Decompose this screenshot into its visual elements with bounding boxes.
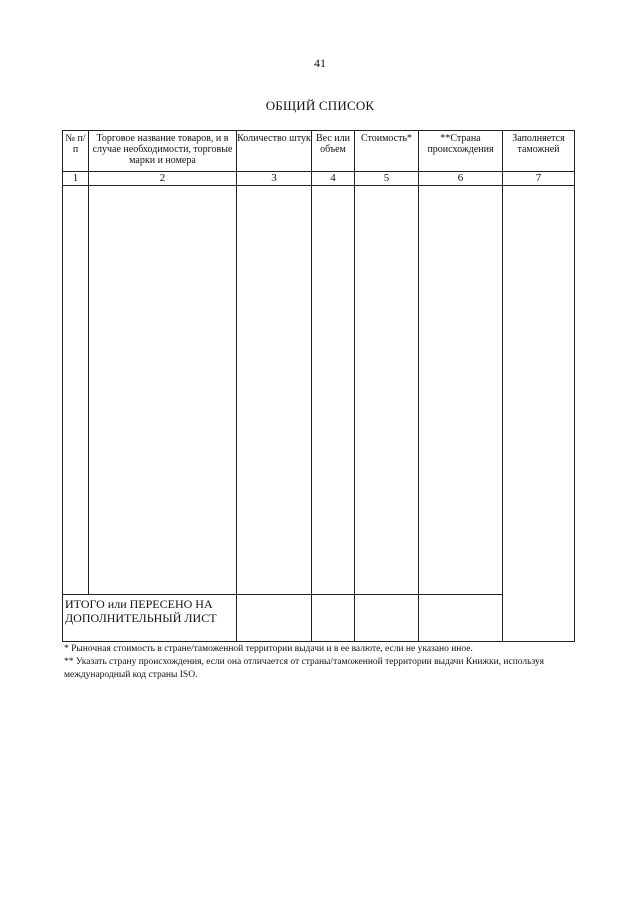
- column-number: 6: [419, 172, 503, 186]
- column-number: 3: [237, 172, 312, 186]
- entry-cell-weight-volume[interactable]: [312, 186, 355, 595]
- total-cell-value[interactable]: [355, 595, 419, 642]
- column-number-row: [63, 172, 575, 186]
- header-quantity: Количество штук: [237, 131, 312, 172]
- total-label: ИТОГО или ПЕРЕСЕНО НА ДОПОЛНИТЕЛЬНЫЙ ЛИСТ: [63, 595, 237, 642]
- column-number: 1: [63, 172, 89, 186]
- column-number: 5: [355, 172, 419, 186]
- entry-cell-trade-name[interactable]: [89, 186, 237, 595]
- page-number: 41: [314, 56, 326, 70]
- entry-cell-quantity[interactable]: [237, 186, 312, 595]
- header-customs-use: Заполняется таможней: [503, 131, 575, 172]
- footnote-value: * Рыночная стоимость в стране/таможенной территории выдачи и в ее валюте, если не указано иное.: [64, 644, 473, 654]
- total-cell-quantity[interactable]: [237, 595, 312, 642]
- total-cell-weight-volume[interactable]: [312, 595, 355, 642]
- general-list-table: [62, 130, 575, 642]
- entry-cell-number[interactable]: [63, 186, 89, 595]
- column-number: 4: [312, 172, 355, 186]
- header-trade-name: Торговое название товаров, и в случае необходимости, торговые марки и номера: [89, 131, 237, 172]
- footnote-country: ** Указать страну происхождения, если она отличается от страны/таможенной территории выдачи Книжки, используя международный код страны ISO.: [64, 657, 544, 680]
- entry-area-row: [63, 186, 575, 595]
- header-value: Стоимость*: [355, 131, 419, 172]
- entry-cell-customs-use[interactable]: [503, 186, 575, 642]
- column-number: 2: [89, 172, 237, 186]
- entry-cell-country-of-origin[interactable]: [419, 186, 503, 595]
- column-number: 7: [503, 172, 575, 186]
- header-weight-volume: Вес или объем: [312, 131, 355, 172]
- footnotes: [64, 643, 584, 682]
- total-cell-country-of-origin[interactable]: [419, 595, 503, 642]
- header-country-of-origin: **Страна происхождения: [419, 131, 503, 172]
- header-number: № п/п: [63, 131, 89, 172]
- entry-cell-value[interactable]: [355, 186, 419, 595]
- total-row: [63, 595, 575, 642]
- page-title: ОБЩИЙ СПИСОК: [265, 98, 375, 113]
- header-row: [63, 131, 575, 172]
